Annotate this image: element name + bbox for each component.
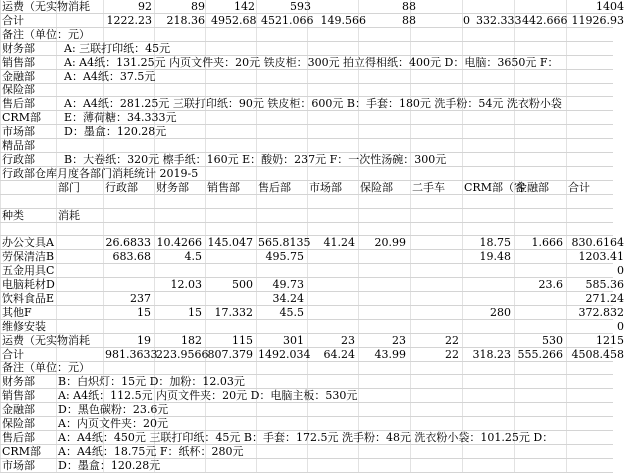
sheet-cell[interactable]: A: A4纸：112.5元 内页文件夹：20元 D：电脑主板：530元 xyxy=(58,389,358,403)
sheet-cell[interactable]: 合计 xyxy=(568,180,590,194)
sheet-cell[interactable]: 683.68 xyxy=(112,250,151,264)
sheet-cell[interactable]: 财务部 xyxy=(156,180,189,194)
sheet-cell[interactable]: 301 xyxy=(283,333,304,347)
sheet-cell[interactable]: 保险部 xyxy=(360,180,393,194)
row-label-cell[interactable]: 备注（单位：元） xyxy=(2,27,90,41)
sheet-row xyxy=(0,125,613,139)
sheet-row xyxy=(0,56,613,70)
sheet-cell[interactable]: 223.9566 xyxy=(156,347,209,361)
sheet-cell[interactable]: 0 xyxy=(617,319,624,333)
row-label-cell[interactable]: 运费（无实物消耗 xyxy=(2,333,90,347)
row-label-cell[interactable]: 精品部 xyxy=(2,139,35,152)
sheet-cell[interactable]: 34.24 xyxy=(272,291,304,305)
sheet-cell[interactable]: 23 xyxy=(341,333,355,347)
row-label-cell[interactable]: 保险部 xyxy=(2,417,35,430)
sheet-row xyxy=(0,291,624,306)
sheet-cell[interactable]: 115 xyxy=(232,333,253,347)
sheet-row xyxy=(0,403,613,417)
sheet-cell[interactable]: A: 三联打印纸：45元 xyxy=(64,41,171,55)
sheet-cell[interactable]: 4.5 xyxy=(184,250,202,264)
sheet-cell[interactable]: 495.75 xyxy=(265,250,304,264)
sheet-row xyxy=(0,195,613,209)
sheet-cell[interactable]: 销售部 xyxy=(207,180,240,194)
sheet-cell[interactable]: 555.266 xyxy=(517,347,563,361)
sheet-cell[interactable]: 1.666 xyxy=(531,236,563,250)
sheet-cell[interactable]: A: A4纸：131.25元 内页文件夹：20元 铁皮柜：300元 拍立得相纸：400元 D：电脑：3650元 F： xyxy=(64,55,559,69)
row-label-cell[interactable]: 销售部 xyxy=(2,55,35,69)
sheet-cell[interactable]: 市场部 xyxy=(309,180,342,194)
sheet-cell[interactable]: 1215 xyxy=(596,333,624,347)
sheet-cell[interactable]: 89 xyxy=(191,0,205,13)
sheet-cell[interactable]: 23.6 xyxy=(538,278,563,291)
sheet-cell[interactable]: 500 xyxy=(232,278,253,291)
sheet-cell[interactable]: 145.047 xyxy=(207,236,253,250)
sheet-cell[interactable]: A：A4纸：18.75元 F：纸杯：280元 xyxy=(58,444,244,458)
sheet-row xyxy=(0,167,613,181)
sheet-cell[interactable]: 1222.23 xyxy=(106,13,152,27)
row-label-cell[interactable]: 合计 xyxy=(2,347,24,361)
row-label-cell[interactable]: 财务部 xyxy=(2,375,35,389)
sheet-cell[interactable]: 行政部 xyxy=(105,180,138,194)
sheet-row xyxy=(0,250,624,264)
row-label-cell[interactable]: 售后部 xyxy=(2,97,35,111)
row-label-cell[interactable]: CRM部 xyxy=(2,111,41,125)
row-label-cell[interactable]: 行政部仓库月度各部门消耗统计 2019-5 xyxy=(2,166,199,180)
sheet-row xyxy=(0,445,613,459)
sheet-cell[interactable]: B：白炽灯：15元 D：加粉：12.03元 xyxy=(58,375,245,389)
sheet-cell[interactable]: D：墨盒：120.28元 xyxy=(64,125,167,139)
sheet-row xyxy=(0,153,613,167)
sheet-cell[interactable]: 271.24 xyxy=(585,291,624,305)
sheet-cell[interactable]: 金融部 xyxy=(516,180,549,194)
sheet-cell[interactable]: A：A4纸：450元 三联打印纸：45元 B：手套：172.5元 洗手粉：48元 洗衣粉小袋：101.25元 D： xyxy=(58,430,554,444)
row-label-cell[interactable]: 金融部 xyxy=(2,403,35,417)
sheet-cell[interactable]: 售后部 xyxy=(258,180,291,194)
sheet-cell[interactable]: E：薄荷糖：34.333元 xyxy=(64,111,177,125)
sheet-cell[interactable]: 142 xyxy=(234,0,255,13)
sheet-cell[interactable]: D：墨盒：120.28元 xyxy=(58,458,161,472)
sheet-row xyxy=(0,70,613,84)
sheet-cell[interactable]: 4508.458 xyxy=(571,347,624,361)
sheet-row xyxy=(0,264,624,278)
sheet-cell[interactable]: 11926.93 xyxy=(571,13,624,27)
sheet-row xyxy=(0,375,613,389)
sheet-cell[interactable]: 18.75 xyxy=(479,236,511,250)
sheet-row xyxy=(0,278,624,292)
sheet-row xyxy=(0,333,624,348)
sheet-cell[interactable]: 17.332 xyxy=(214,305,253,319)
row-label-cell[interactable]: 财务部 xyxy=(2,41,35,55)
sheet-cell[interactable]: A：内页文件夹：20元 xyxy=(58,417,168,430)
row-label-cell[interactable]: 饮料食品E xyxy=(2,291,55,305)
sheet-row xyxy=(0,42,613,56)
sheet-cell[interactable]: 332.333 xyxy=(476,13,522,27)
sheet-cell[interactable]: A：A4纸：37.5元 xyxy=(64,69,156,83)
sheet-cell[interactable]: D：黑色碳粉：23.6元 xyxy=(58,403,169,417)
sheet-cell[interactable]: 20.99 xyxy=(374,236,406,250)
sheet-cell[interactable]: 593 xyxy=(290,0,311,13)
sheet-cell[interactable]: 43.99 xyxy=(374,347,406,361)
sheet-cell[interactable]: 807.379 xyxy=(207,347,253,361)
row-label-cell[interactable]: 五金用具C xyxy=(2,264,55,278)
sheet-cell[interactable]: 19.48 xyxy=(479,250,511,264)
sheet-cell[interactable]: 88 xyxy=(402,0,416,13)
row-label-cell[interactable]: 电脑耗材D xyxy=(2,278,55,291)
sheet-cell[interactable]: 830.6164 xyxy=(571,236,624,250)
sheet-row xyxy=(0,83,613,97)
sheet-cell[interactable]: 22 xyxy=(445,347,459,361)
sheet-cell[interactable]: 92 xyxy=(138,0,152,13)
sheet-cell[interactable]: 19 xyxy=(137,333,151,347)
sheet-cell[interactable]: 22 xyxy=(445,333,459,347)
sheet-row xyxy=(0,319,624,334)
sheet-cell[interactable]: 64.24 xyxy=(323,347,355,361)
sheet-cell[interactable]: 消耗 xyxy=(58,208,80,222)
sheet-cell[interactable]: 12.03 xyxy=(170,278,202,291)
sheet-row xyxy=(0,28,613,42)
row-label-cell[interactable]: 行政部 xyxy=(2,152,35,166)
row-label-cell[interactable]: 合计 xyxy=(2,13,24,27)
row-label-cell[interactable]: 运费（无实物消耗 xyxy=(2,0,90,13)
sheet-cell[interactable]: A：A4纸：281.25元 三联打印纸：90元 铁皮柜：600元 B：手套：180元 洗手粉：54元 洗衣粉小袋 xyxy=(64,97,562,111)
sheet-cell[interactable]: 585.36 xyxy=(585,278,624,291)
sheet-row xyxy=(0,347,624,362)
row-label-cell[interactable]: 维修安装 xyxy=(2,319,46,333)
sheet-cell[interactable]: 565.8135 xyxy=(258,236,311,250)
sheet-cell[interactable]: 1492.034 xyxy=(258,347,311,361)
sheet-cell[interactable]: 182 xyxy=(181,333,202,347)
row-label-cell[interactable]: 办公文具A xyxy=(2,236,54,250)
row-label-cell[interactable]: CRM部 xyxy=(2,444,41,458)
sheet-cell[interactable]: 530 xyxy=(542,333,563,347)
sheet-row xyxy=(0,209,613,223)
sheet-row xyxy=(0,431,613,445)
sheet-row xyxy=(0,305,624,320)
sheet-cell[interactable]: 372.832 xyxy=(578,305,624,319)
sheet-row xyxy=(0,139,613,153)
sheet-row xyxy=(0,0,624,14)
sheet-cell[interactable]: 10.4266 xyxy=(156,236,202,250)
sheet-cell[interactable]: 88 xyxy=(402,13,416,27)
sheet-cell[interactable]: 4521.066 xyxy=(261,13,314,27)
sheet-row xyxy=(0,459,613,473)
sheet-cell[interactable]: 0 xyxy=(617,264,624,278)
row-label-cell[interactable]: 其他F xyxy=(2,305,32,319)
sheet-row xyxy=(0,222,613,236)
sheet-row xyxy=(0,236,624,250)
sheet-cell[interactable]: 45.5 xyxy=(279,305,304,319)
sheet-cell[interactable]: 280 xyxy=(490,305,511,319)
sheet-cell[interactable]: 318.23 xyxy=(472,347,511,361)
sheet-cell[interactable]: 49.73 xyxy=(272,278,304,291)
row-label-cell[interactable]: 劳保清洁B xyxy=(2,250,55,264)
sheet-row xyxy=(0,111,613,125)
row-label-cell[interactable]: 保险部 xyxy=(2,83,35,97)
sheet-cell[interactable]: 237 xyxy=(130,291,151,305)
sheet-row xyxy=(0,181,613,195)
row-label-cell[interactable]: 销售部 xyxy=(2,389,35,403)
sheet-cell[interactable]: 218.36 xyxy=(166,13,205,27)
sheet-cell[interactable]: B：大卷纸：320元 檫手纸：160元 E：酸奶：237元 F：一次性汤碗：300元 xyxy=(64,152,447,166)
row-label-cell[interactable]: 种类 xyxy=(2,208,24,222)
sheet-cell[interactable]: 981.3633 xyxy=(105,347,158,361)
sheet-row xyxy=(0,389,613,403)
sheet-cell[interactable]: 26.6833 xyxy=(105,236,151,250)
sheet-cell[interactable]: 4952.68 xyxy=(211,13,257,27)
sheet-cell[interactable]: 1203.41 xyxy=(578,250,624,264)
row-label-cell[interactable]: 售后部 xyxy=(2,430,35,444)
row-label-cell[interactable]: 市场部 xyxy=(2,125,35,139)
sheet-cell[interactable]: 部门 xyxy=(58,180,80,194)
row-label-cell[interactable]: 市场部 xyxy=(2,458,35,472)
row-label-cell[interactable]: 备注（单位：元） xyxy=(2,361,90,375)
sheet-cell[interactable]: CRM部（客 xyxy=(464,180,525,194)
sheet-cell[interactable]: 15 xyxy=(137,305,151,319)
sheet-cell[interactable]: 149.566 xyxy=(320,13,366,27)
sheet-cell[interactable]: 41.24 xyxy=(323,236,355,250)
row-label-cell[interactable]: 金融部 xyxy=(2,69,35,83)
sheet-cell[interactable]: 442.666 xyxy=(522,13,568,27)
sheet-row xyxy=(0,417,613,431)
sheet-cell[interactable]: 1404 xyxy=(596,0,624,13)
sheet-cell[interactable]: 二手车 xyxy=(412,180,445,194)
sheet-cell[interactable]: 15 xyxy=(188,305,202,319)
sheet-row xyxy=(0,97,613,111)
sheet-row xyxy=(0,361,613,375)
sheet-cell[interactable]: 0 xyxy=(463,13,470,27)
sheet-cell[interactable]: 23 xyxy=(392,333,406,347)
sheet-row xyxy=(0,13,624,28)
